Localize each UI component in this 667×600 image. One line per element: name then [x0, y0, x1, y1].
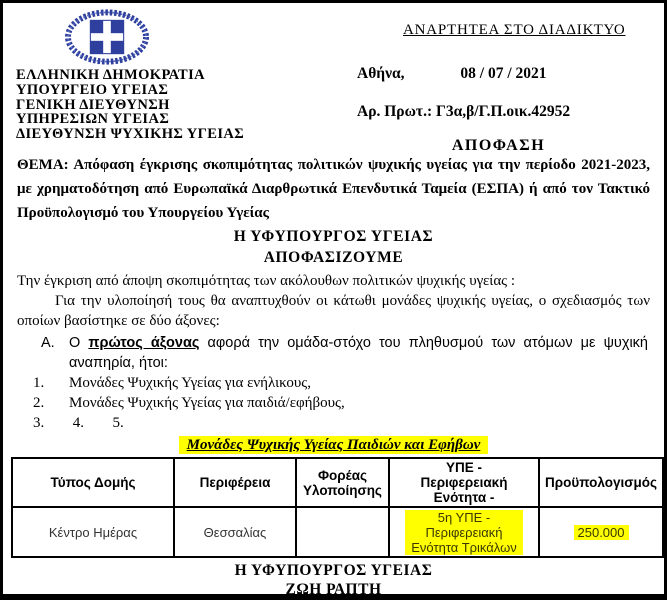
- signature-title: Η ΥΦΥΠΟΥΡΓΟΣ ΥΓΕΙΑΣ: [234, 562, 433, 579]
- greek-emblem-icon: [64, 9, 150, 65]
- list-item-number: 4.: [72, 415, 84, 431]
- city-label: Αθήνα,: [357, 65, 405, 82]
- cell-budget-highlighted-text: 250.000: [574, 525, 629, 540]
- list-item: [33, 373, 650, 393]
- ministry-line: ΥΠΗΡΕΣΙΩΝ ΥΓΕΙΑΣ: [16, 111, 170, 128]
- col-header-implementer-text: Φορέας Υλοποίησης: [303, 467, 382, 498]
- protocol-number: Αρ. Πρωτ.: Γ3α,β/Γ.Π.οικ.42952: [357, 103, 571, 120]
- date-value: 08 / 07 / 2021: [460, 65, 547, 82]
- ministry-lines: [16, 68, 343, 142]
- units-list: [33, 373, 650, 433]
- axis-a-text: [69, 333, 648, 373]
- ministry-line: ΕΛΛΗΝΙΚΗ ΔΗΜΟΚΡΑΤΙΑ: [16, 67, 206, 83]
- decide-heading: ΑΠΟΦΑΣΙΖΟΥΜΕ: [263, 249, 404, 266]
- list-item-number: 2.: [33, 395, 45, 411]
- decision-title: ΑΠΟΦΑΣΗ: [451, 137, 546, 154]
- list-item-number: 1.: [33, 375, 45, 391]
- cell-upe-highlighted-text: 5η ΥΠΕ - Περιφερειακή Ενότητα Τρικάλων: [405, 510, 523, 555]
- implementation-paragraph: Για την υλοποίησή τους θα αναπτυχθούν οι κάτωθι μονάδες ψυχικής υγείας, ο σχεδιασμός των οποίων βασίστηκε σε δύο άξονες:: [17, 293, 650, 329]
- axis-a-label: Α.: [41, 335, 55, 351]
- table-section-title-text: Μονάδες Ψυχικής Υγείας Παιδιών και Εφήβων: [179, 436, 489, 454]
- list-item-number: 5.: [112, 415, 124, 431]
- col-header-budget: Προϋπολογισμός: [539, 458, 663, 507]
- units-table: [11, 457, 664, 558]
- list-item-number: 3.: [33, 415, 45, 431]
- web-posting-label: ΑΝΑΡΤΗΤΕΑ ΣΤΟ ΔΙΑΔΙΚΤΥΟ: [403, 22, 626, 38]
- ministry-block: [3, 3, 343, 153]
- minister-heading: Η ΥΦΥΠΟΥΡΓΟΣ ΥΓΕΙΑΣ: [233, 228, 434, 245]
- cell-structure-type: Κέντρο Ημέρας: [12, 507, 174, 557]
- ministry-line: ΔΙΕΥΘΥΝΣΗ ΨΥΧΙΚΗΣ ΥΓΕΙΑΣ: [16, 126, 245, 143]
- list-item-placeholders: [33, 413, 650, 433]
- list-item: [33, 393, 650, 413]
- cell-budget: [539, 507, 663, 557]
- col-header-upe-text: ΥΠΕ - Περιφερειακή Ενότητα -: [420, 460, 508, 505]
- ministry-line: ΓΕΝΙΚΗ ΔΙΕΥΘΥΝΣΗ: [16, 96, 170, 113]
- date-line: [357, 65, 664, 83]
- col-header-implementer: [296, 458, 389, 507]
- cell-implementer: [296, 507, 389, 557]
- axis-a-prefix: Ο: [69, 335, 89, 351]
- col-header-region: Περιφέρεια: [174, 458, 296, 507]
- axis-a-item: [41, 333, 648, 373]
- list-item-text: Μονάδες Ψυχικής Υγείας για παιδιά/εφήβους,: [69, 395, 345, 411]
- table-header-row: [12, 458, 663, 507]
- header-right-block: [343, 3, 664, 153]
- signature-block: [3, 561, 664, 599]
- ministry-line: ΥΠΟΥΡΓΕΙΟ ΥΓΕΙΑΣ: [16, 81, 169, 98]
- axis-a-emphasis: πρώτος άξονας: [88, 335, 200, 351]
- table-section-title: [3, 435, 664, 455]
- axis-a-rest: αφορά την ομάδα-στόχο του πληθυσμού των ατόμων με ψυχική αναπηρία, ήτοι:: [69, 335, 648, 371]
- document-header: [3, 3, 664, 153]
- col-header-upe: [389, 458, 539, 507]
- approval-paragraph: Την έγκριση από άποψη σκοπιμότητας των ακόλουθων πολιτικών ψυχικής υγείας :: [17, 273, 516, 289]
- subject-paragraph: ΘΕΜΑ: Απόφαση έγκρισης σκοπιμότητας πολιτικών ψυχικής υγείας για την περίοδο 2021-2023, με χρηματοδότηση από Ευρωπαϊκά Διαρθρωτικά Επενδυτικά Ταμεία (ΕΣΠΑ) ή από τον Τακτικό Προϋπολογισμό του Υπουργείου Υγείας: [17, 157, 650, 221]
- list-item-text: Μονάδες Ψυχικής Υγείας για ενήλικους,: [69, 375, 311, 391]
- cell-upe: [389, 507, 539, 557]
- cell-region: Θεσσαλίας: [174, 507, 296, 557]
- table-row: [12, 507, 663, 557]
- col-header-type: Τύπος Δομής: [12, 458, 174, 507]
- signature-name: ΖΩΗ ΡΑΠΤΗ: [285, 581, 382, 598]
